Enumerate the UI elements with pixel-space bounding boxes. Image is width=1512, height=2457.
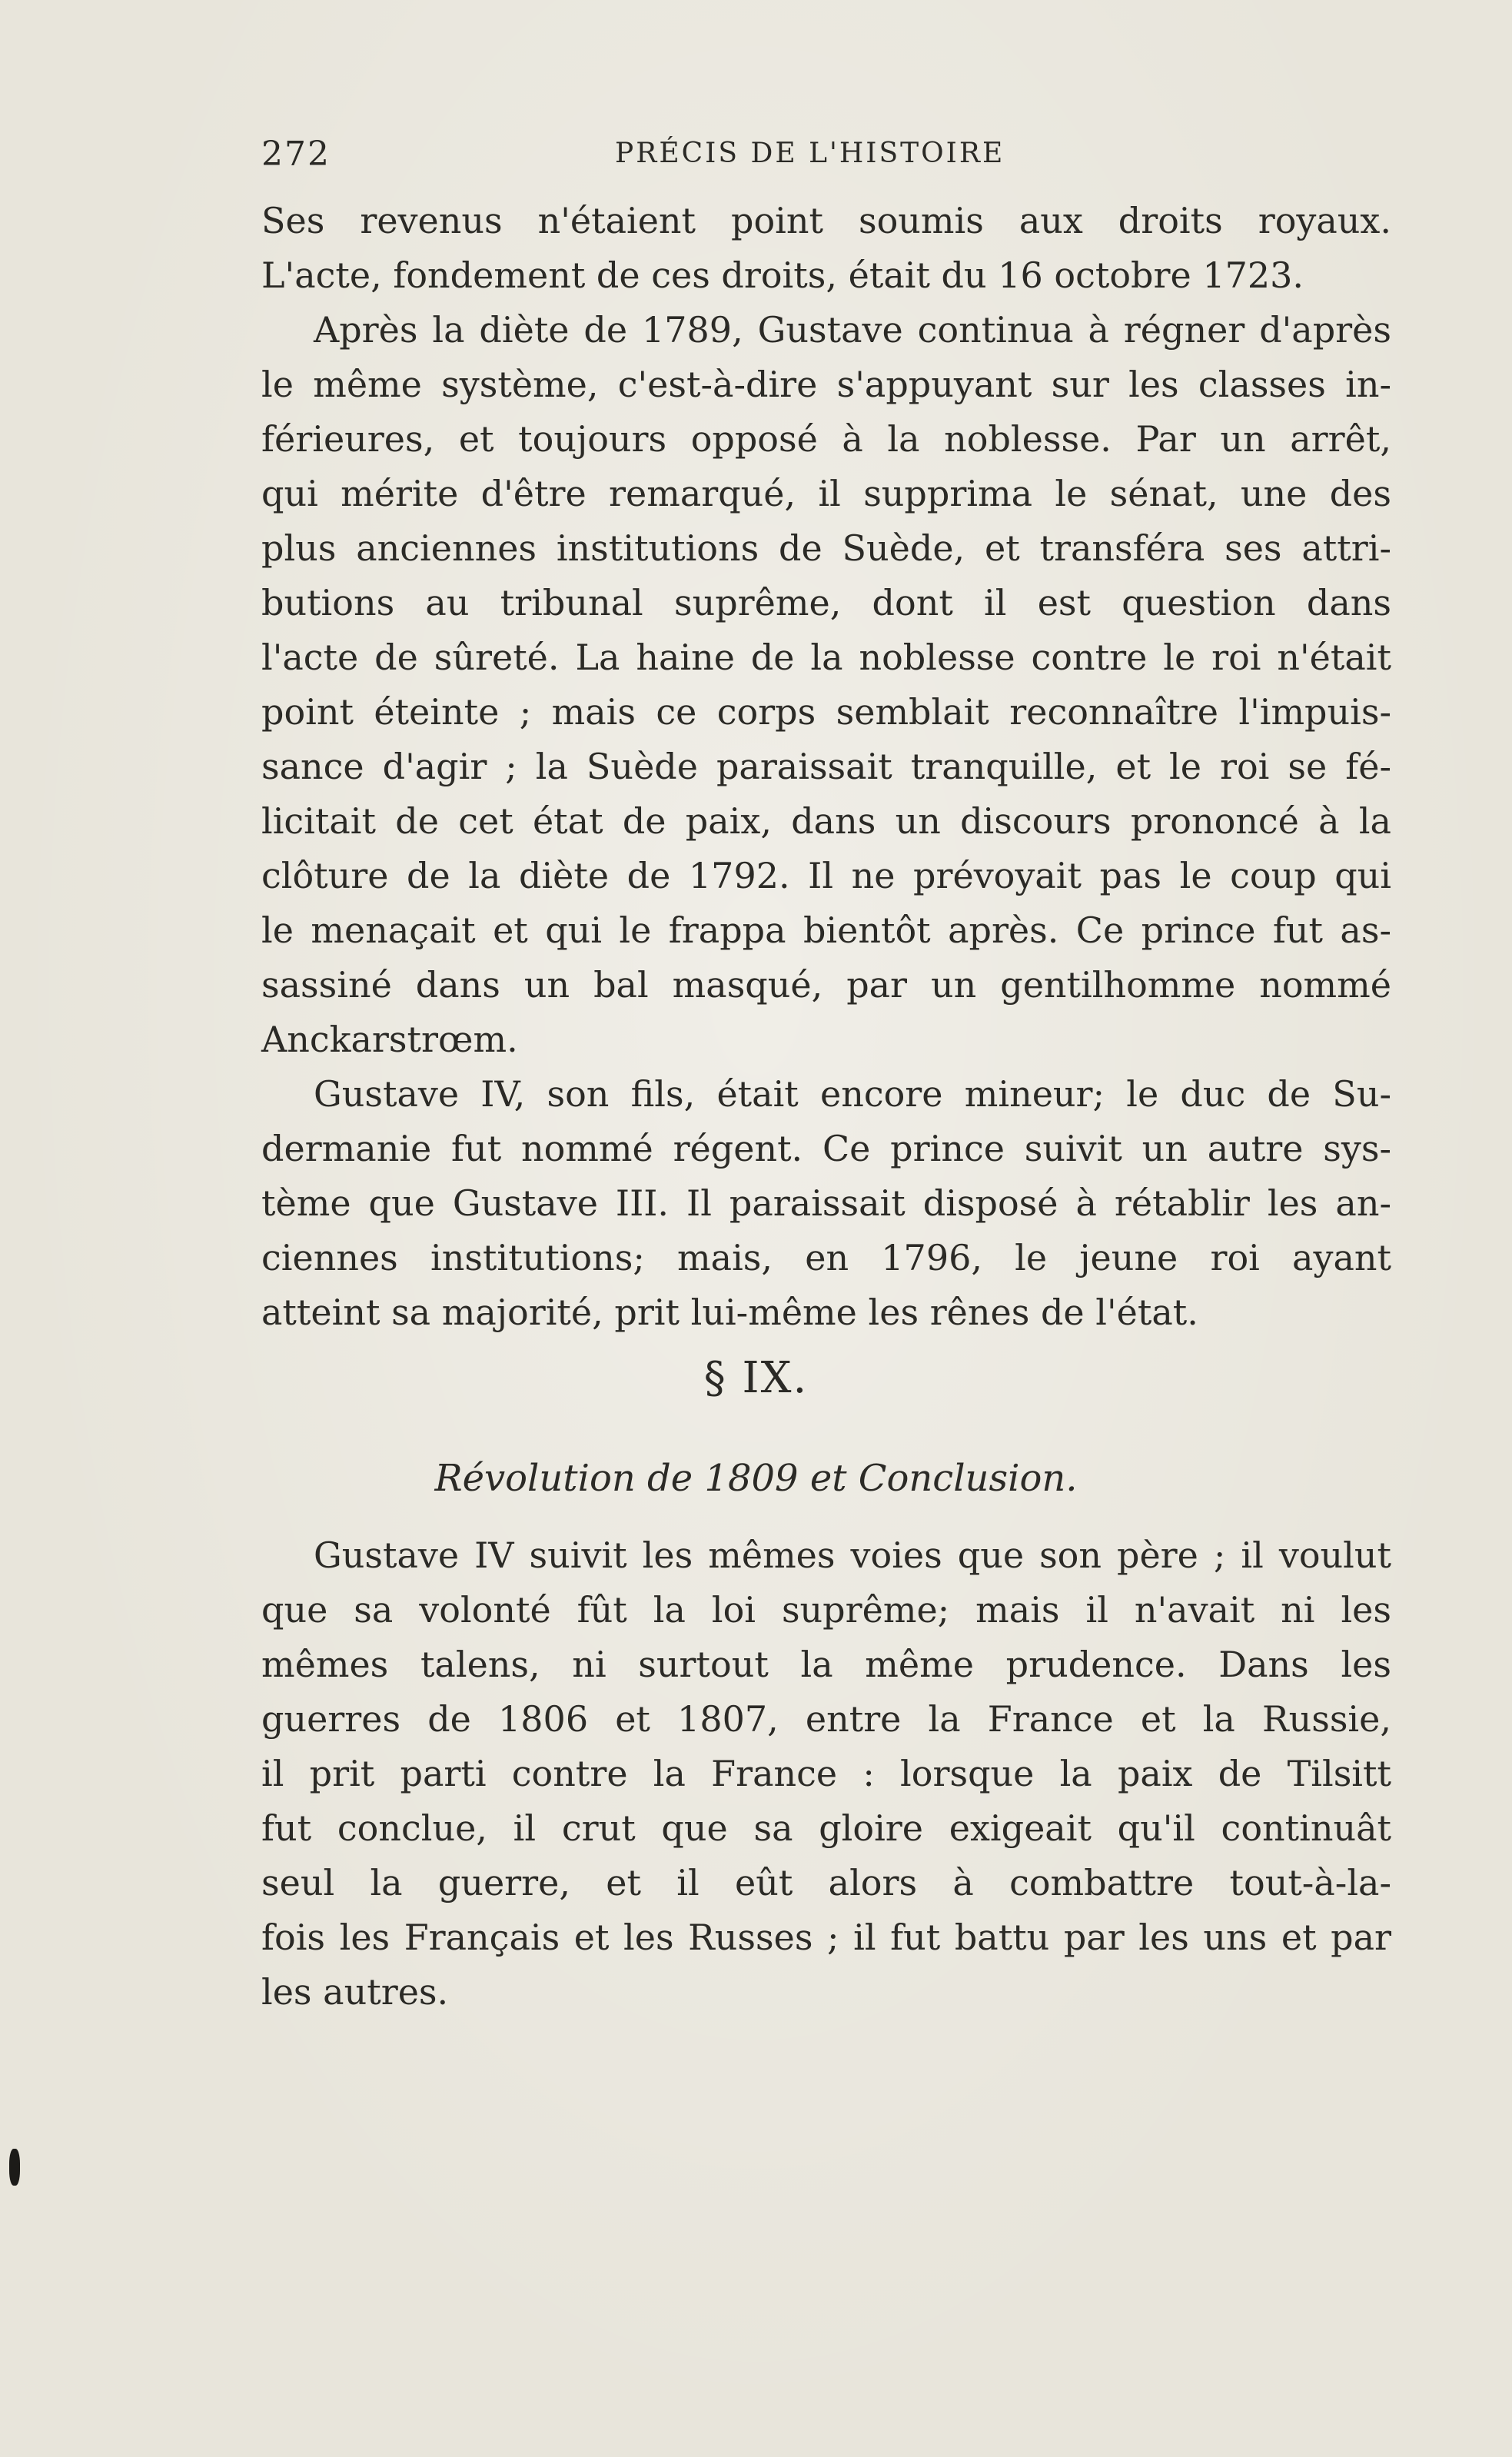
text-line: mêmes talens, ni surtout la même prudence. Dans les: [261, 1644, 1391, 1685]
text-line: point éteinte ; mais ce corps semblait reconnaître l'impuis-: [261, 691, 1391, 733]
body-text-bottom: [261, 1528, 1391, 2020]
text-line: seul la guerre, et il eût alors à combattre tout-à-la-: [261, 1862, 1391, 1903]
text-line: L'acte, fondement de ces droits, était du 16 octobre 1723.: [261, 254, 1304, 296]
text-line: guerres de 1806 et 1807, entre la France et la Russie,: [261, 1698, 1391, 1740]
running-title: PRÉCIS DE L'HISTOIRE: [615, 138, 1005, 169]
section-number: § IX.: [703, 1353, 809, 1403]
ink-speck: [9, 2149, 20, 2186]
text-line: butions au tribunal suprême, dont il est question dans: [261, 582, 1391, 623]
text-line: fois les Français et les Russes ; il fut battu par les uns et par: [261, 1917, 1391, 1958]
body-text-top: [261, 194, 1391, 1340]
text-line: il prit parti contre la France : lorsque la paix de Tilsitt: [261, 1753, 1391, 1794]
text-line: plus anciennes institutions de Suède, et transféra ses attri-: [261, 527, 1391, 569]
running-head: [261, 135, 1030, 181]
text-line: atteint sa majorité, prit lui-même les rênes de l'état.: [261, 1292, 1198, 1333]
text-line: les autres.: [261, 1971, 449, 2013]
text-line: férieures, et toujours opposé à la noblesse. Par un arrêt,: [261, 418, 1391, 460]
text-line: fut conclue, il crut que sa gloire exigeait qu'il continuât: [261, 1807, 1391, 1849]
text-line: sance d'agir ; la Suède paraissait tranquille, et le roi se fé-: [261, 746, 1391, 787]
text-line: qui mérite d'être remarqué, il supprima le sénat, une des: [261, 473, 1391, 514]
text-line: Après la diète de 1789, Gustave continua à régner d'après: [314, 309, 1391, 351]
text-line: le même système, c'est-à-dire s'appuyant sur les classes in-: [261, 364, 1391, 405]
text-line: dermanie fut nommé régent. Ce prince suivit un autre sys-: [261, 1128, 1391, 1169]
section-title: Révolution de 1809 et Conclusion.: [434, 1457, 1078, 1500]
text-line: tème que Gustave III. Il paraissait disposé à rétablir les an-: [261, 1182, 1391, 1224]
text-line: Gustave IV, son fils, était encore mineur; le duc de Su-: [314, 1073, 1391, 1115]
text-line: clôture de la diète de 1792. Il ne prévoyait pas le coup qui: [261, 855, 1391, 896]
text-line: l'acte de sûreté. La haine de la noblesse contre le roi n'était: [261, 637, 1391, 678]
text-line: Anckarstrœm.: [261, 1019, 518, 1060]
text-line: Gustave IV suivit les mêmes voies que son père ; il voulut: [314, 1534, 1391, 1576]
text-line: Ses revenus n'étaient point soumis aux droits royaux.: [261, 200, 1391, 241]
text-line: que sa volonté fût la loi suprême; mais il n'avait ni les: [261, 1589, 1391, 1631]
text-line: le menaçait et qui le frappa bientôt après. Ce prince fut as-: [261, 909, 1391, 951]
text-line: sassiné dans un bal masqué, par un gentilhomme nommé: [261, 964, 1391, 1006]
text-line: ciennes institutions; mais, en 1796, le jeune roi ayant: [261, 1237, 1391, 1278]
page-number: 272: [261, 135, 331, 174]
text-line: licitait de cet état de paix, dans un discours prononcé à la: [261, 800, 1391, 842]
